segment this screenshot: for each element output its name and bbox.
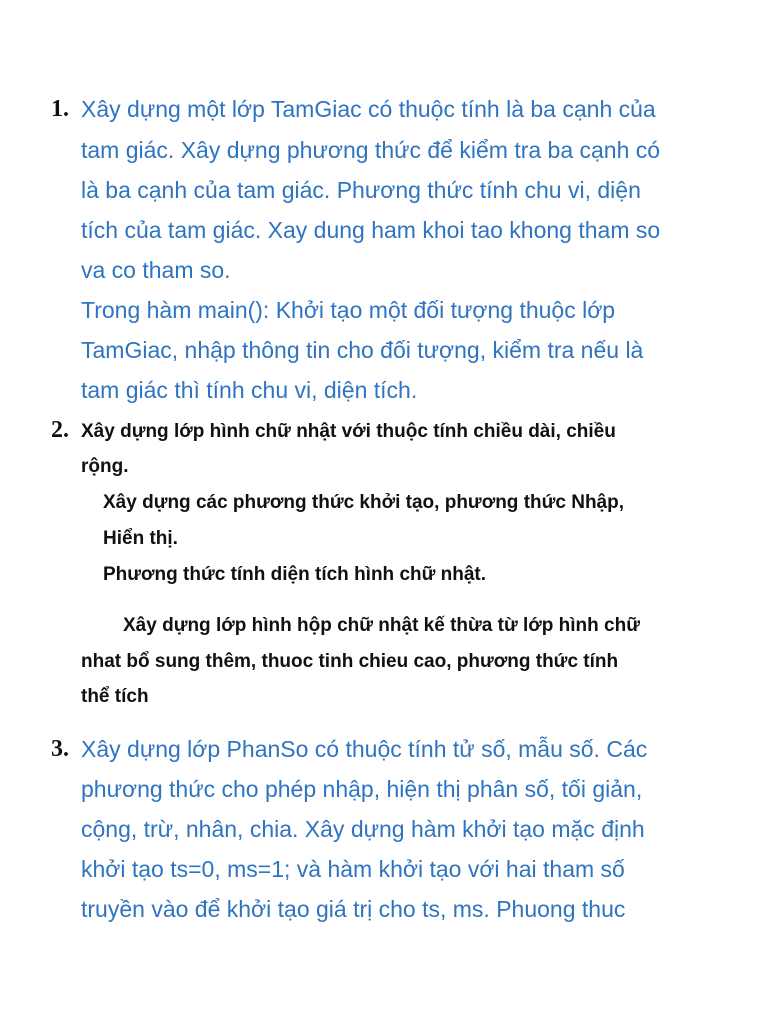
exercise-3-line: cộng, trừ, nhân, chia. Xây dựng hàm khởi tạo mặc định: [81, 816, 645, 842]
exercise-1-line: tam giác thì tính chu vi, diện tích.: [81, 377, 418, 403]
exercise-2-line: Phương thức tính diện tích hình chữ nhật.: [103, 564, 487, 585]
exercise-1-line: là ba cạnh của tam giác. Phương thức tính chu vi, diện: [81, 177, 641, 203]
exercise-1-line: tích của tam giác. Xay dung ham khoi tao khong tham so: [81, 217, 661, 243]
exercise-2-line: Xây dựng lớp hình chữ nhật với thuộc tính chiều dài, chiều: [81, 421, 616, 442]
exercise-2-line: nhat bổ sung thêm, thuoc tinh chieu cao, phương thức tính: [81, 651, 619, 672]
exercise-3-line: khởi tạo ts=0, ms=1; và hàm khởi tạo với hai tham số: [81, 856, 625, 882]
exercise-3-line: truyền vào để khởi tạo giá trị cho ts, ms. Phuong thuc: [81, 896, 626, 922]
exercise-1-line: va co tham so.: [81, 257, 231, 283]
exercise-2-number: 2.: [51, 417, 69, 443]
exercise-3-line: Xây dựng lớp PhanSo có thuộc tính tử số, mẫu số. Các: [81, 736, 648, 762]
exercise-2-line: rộng.: [81, 456, 129, 477]
exercise-1-line: Xây dựng một lớp TamGiac có thuộc tính là ba cạnh của: [81, 96, 656, 122]
exercise-1-line: TamGiac, nhập thông tin cho đối tượng, kiểm tra nếu là: [81, 337, 644, 363]
exercise-2-line: Xây dựng các phương thức khởi tạo, phương thức Nhập,: [103, 492, 625, 513]
exercise-1-number: 1.: [51, 96, 69, 122]
exercise-2-line: thể tích: [81, 686, 149, 707]
exercise-1-line: tam giác. Xây dựng phương thức để kiểm tra ba cạnh có: [81, 137, 661, 163]
exercise-2-line: Hiển thị.: [103, 528, 178, 549]
exercise-1-line: Trong hàm main(): Khởi tạo một đối tượng thuộc lớp: [81, 297, 616, 323]
exercise-3-line: phương thức cho phép nhập, hiện thị phân số, tối giản,: [81, 776, 643, 802]
exercise-2-line: Xây dựng lớp hình hộp chữ nhật kế thừa từ lớp hình chữ: [123, 615, 640, 636]
exercise-3-number: 3.: [51, 736, 69, 762]
